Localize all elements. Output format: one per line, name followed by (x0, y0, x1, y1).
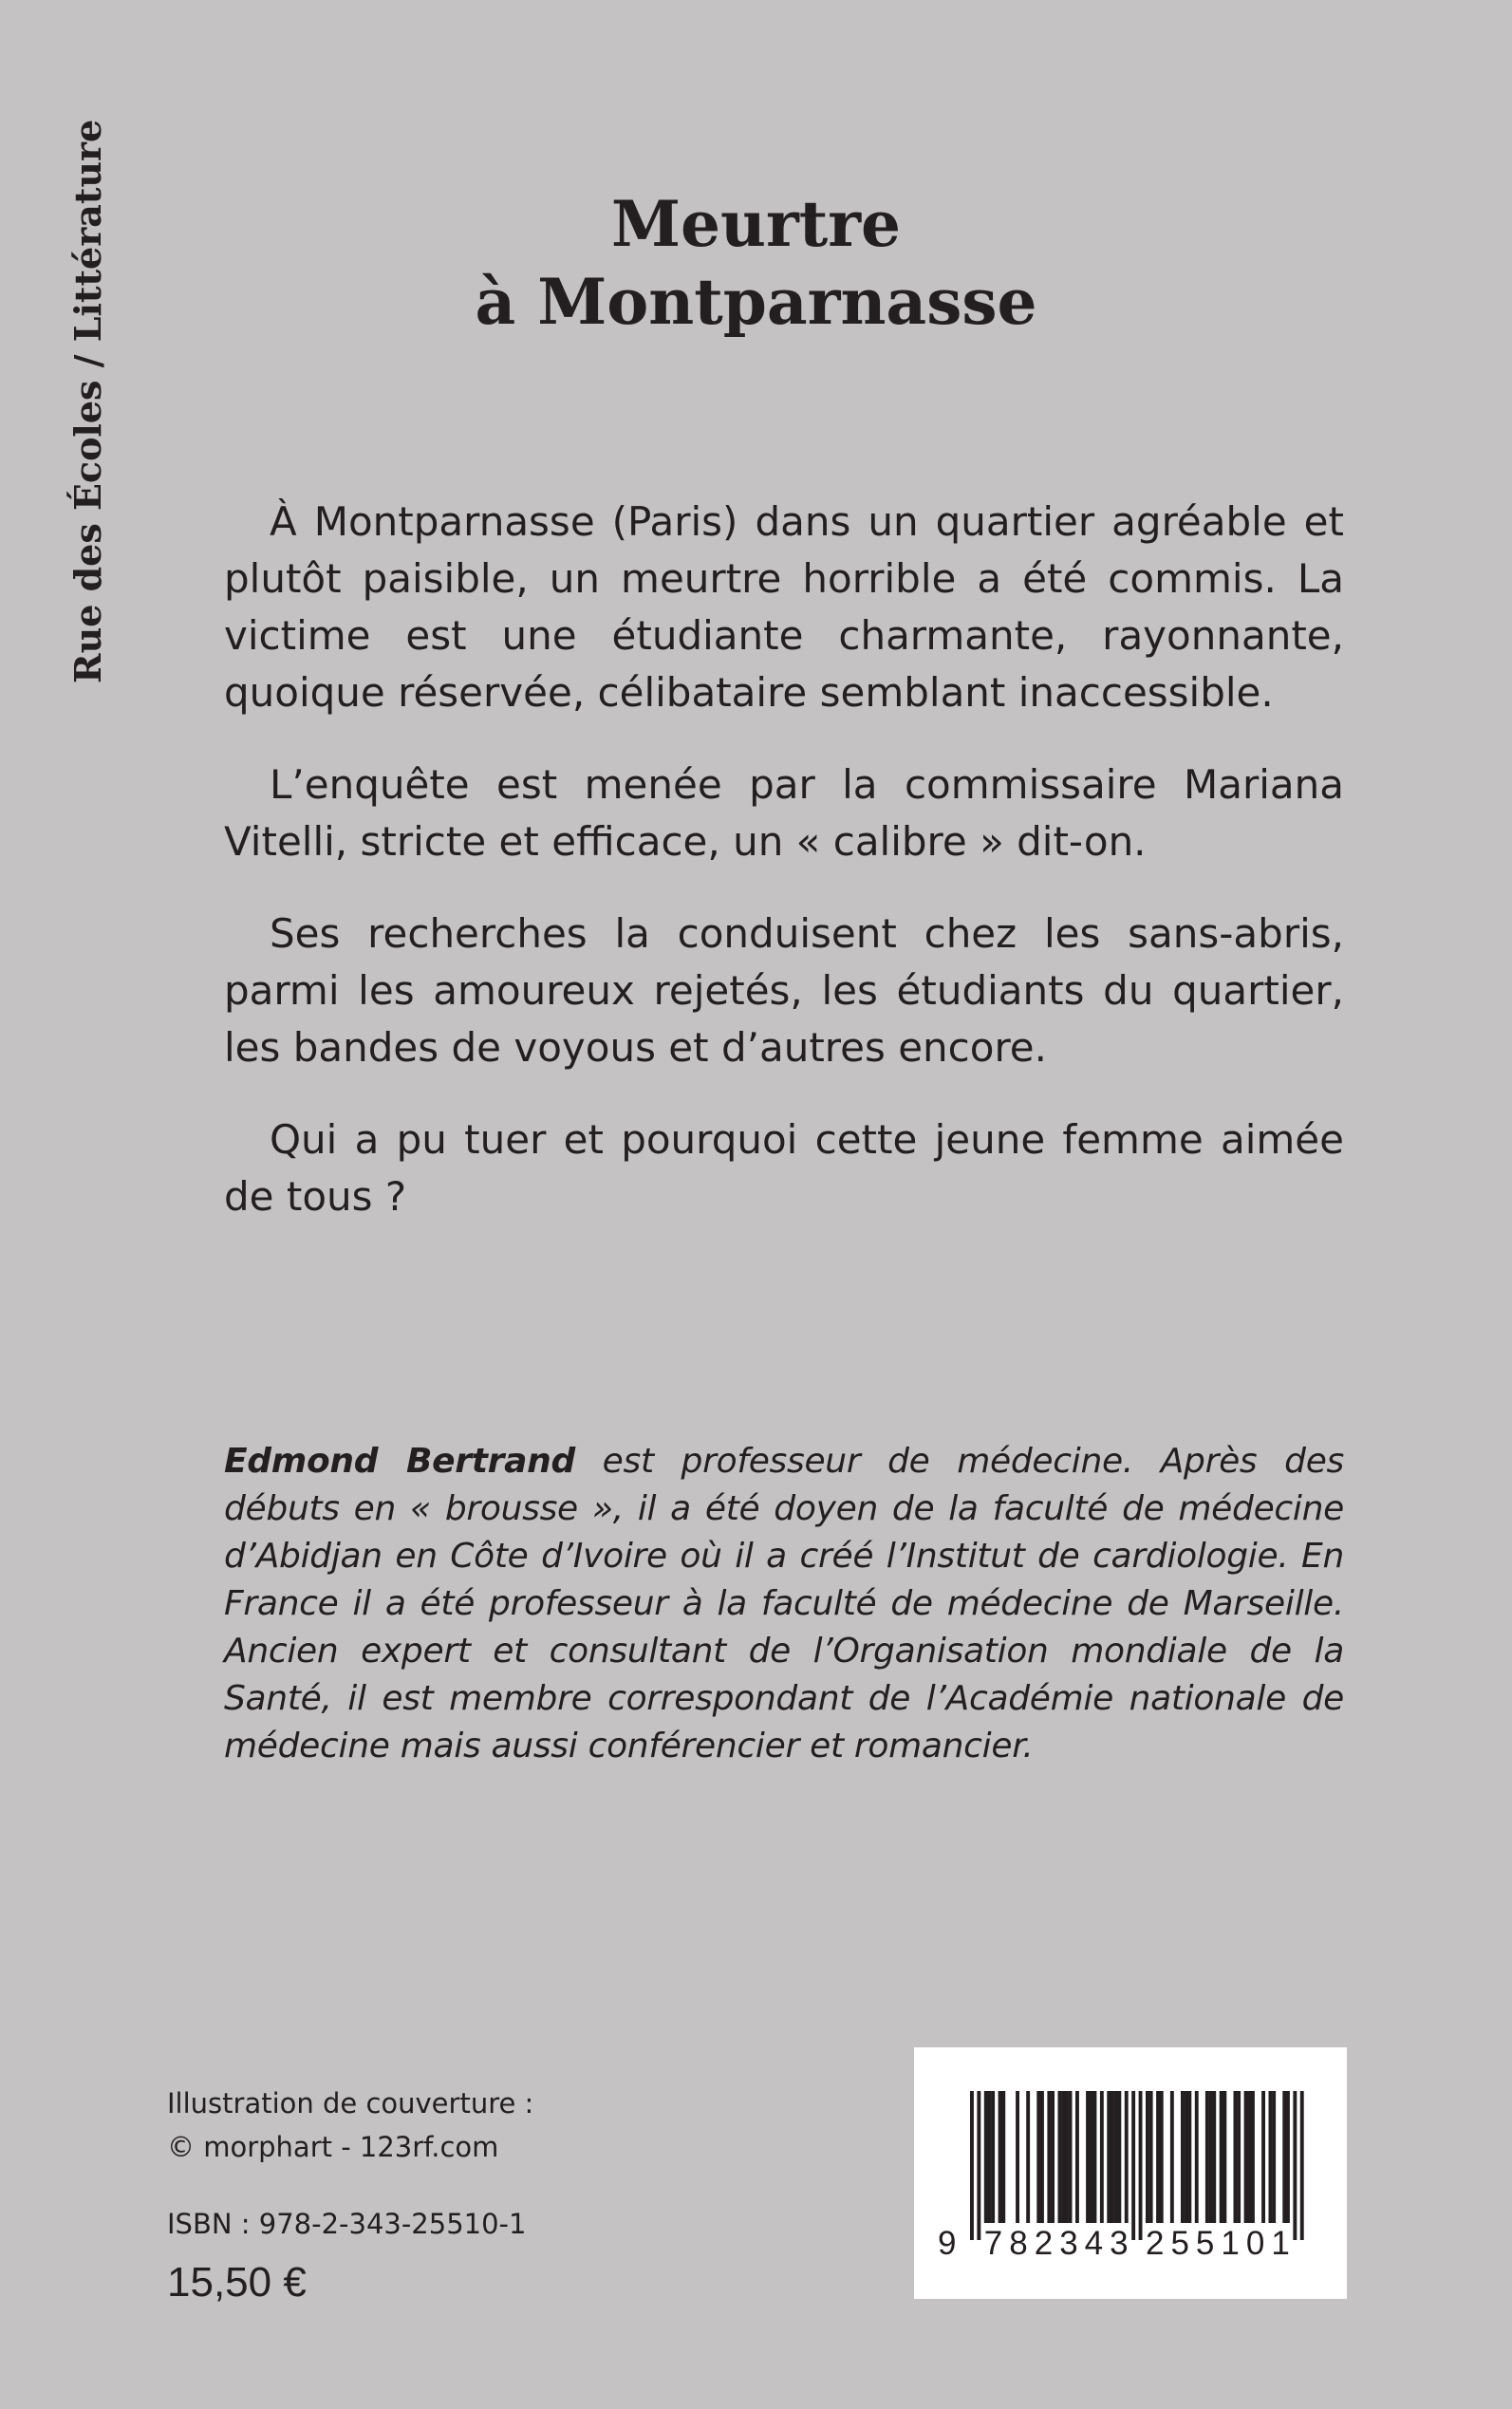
barcode-bar (1272, 2091, 1276, 2223)
barcode-bar (1300, 2091, 1304, 2240)
barcode-bar (1160, 2091, 1164, 2223)
isbn: ISBN : 978-2-343-25510-1 (167, 2208, 527, 2240)
barcode-bar (1244, 2091, 1248, 2223)
barcode-bar (1146, 2091, 1149, 2223)
barcode-bar (1185, 2091, 1188, 2223)
barcode-bar (1170, 2091, 1174, 2223)
barcode-bar (1047, 2091, 1051, 2223)
barcode-bar (1016, 2091, 1019, 2223)
collection-spine-label: Rue des Écoles / Littérature (66, 119, 109, 683)
barcode-bar (1234, 2091, 1238, 2223)
barcode-bar (1139, 2091, 1143, 2240)
barcode-bar (1069, 2091, 1073, 2223)
barcode-bar (1058, 2091, 1062, 2223)
barcode-bar (1205, 2091, 1209, 2223)
barcode-bar (1051, 2091, 1055, 2223)
barcode-bar (1114, 2091, 1118, 2223)
credits-value: © morphart - 123rf.com (167, 2131, 499, 2163)
author-bio (224, 1438, 1344, 1770)
book-title (0, 185, 1512, 341)
barcode-bar (1125, 2091, 1129, 2223)
barcode-bar (1026, 2091, 1030, 2223)
barcode-bar (1220, 2091, 1223, 2223)
barcode-bar (991, 2091, 995, 2223)
barcode-bar (1181, 2091, 1185, 2223)
barcode-bar (1100, 2091, 1104, 2223)
barcode-bar (1040, 2091, 1044, 2223)
barcode-bar (1149, 2091, 1153, 2223)
barcode-bar (1065, 2091, 1069, 2223)
barcode-graphic (914, 2047, 1347, 2299)
barcode-digits: 255101 (1146, 2225, 1297, 2262)
bio-text: est professeur de médecine. Après des débuts en « brousse », il a été doyen de la faculté de médecine d’Abidjan en Côte d’Ivoire où il a créé l’Institut de cardiologie. En France il a été professeur à la faculté de médecine de Marseille. Ancien expert et consultant de l’Organisation mondiale de la Santé, il est membre correspondant de l’Académie nationale de médecine mais aussi conférencier et romancier. (224, 1442, 1344, 1765)
barcode (914, 2047, 1347, 2299)
summary-paragraph: L’enquête est menée par la commissaire Mariana Vitelli, stricte et efficace, un « calibre » dit-on. (224, 761, 1344, 865)
barcode-bar (1269, 2091, 1273, 2223)
barcode-bar (1001, 2091, 1005, 2223)
barcode-bar (970, 2091, 974, 2240)
summary-paragraph: À Montparnasse (Paris) dans un quartier agréable et plutôt paisible, un meurtre horrible a été commis. La victime est une étudiante charmante, rayonnante, quoique réservée, célibataire semblant inaccessible. (224, 498, 1344, 716)
barcode-bar (1107, 2091, 1111, 2223)
barcode-bar (1086, 2091, 1090, 2223)
barcode-bar (988, 2091, 992, 2223)
barcode-bar (1156, 2091, 1160, 2223)
barcode-bar (1293, 2091, 1297, 2240)
barcode-digits: 782343 (983, 2225, 1135, 2262)
barcode-bar (999, 2091, 1002, 2223)
illustration-credits (167, 2082, 533, 2169)
barcode-bar (1212, 2091, 1216, 2223)
title-line-1: Meurtre (610, 187, 902, 261)
barcode-bar (1111, 2091, 1114, 2223)
barcode-bar (1036, 2091, 1040, 2223)
barcode-digits: 9 (938, 2225, 963, 2262)
credits-label: Illustration de couverture : (167, 2087, 534, 2120)
barcode-bar (1117, 2091, 1121, 2223)
barcode-bar (1187, 2091, 1191, 2223)
barcode-bar (1090, 2091, 1093, 2223)
barcode-bar (1209, 2091, 1213, 2223)
barcode-bar (1093, 2091, 1097, 2223)
barcode-bar (977, 2091, 980, 2240)
barcode-bar (1282, 2091, 1286, 2223)
summary (224, 494, 1344, 1261)
barcode-bar (1061, 2091, 1065, 2223)
barcode-bar (1223, 2091, 1226, 2223)
barcode-bar (1195, 2091, 1199, 2223)
barcode-bar (1247, 2091, 1251, 2223)
barcode-bar (1237, 2091, 1241, 2223)
barcode-bar (1261, 2091, 1265, 2223)
summary-paragraph: Qui a pu tuer et pourquoi cette jeune femme aimée de tous ? (224, 1116, 1344, 1220)
barcode-bar (984, 2091, 988, 2223)
barcode-bar (1286, 2091, 1290, 2223)
price: 15,50 € (167, 2259, 307, 2306)
title-line-2: à Montparnasse (475, 265, 1037, 339)
barcode-bar (1251, 2091, 1255, 2223)
barcode-bar (1075, 2091, 1079, 2223)
author-name: Edmond Bertrand (224, 1442, 575, 1481)
barcode-bar (1131, 2091, 1135, 2240)
summary-paragraph: Ses recherches la conduisent chez les sans-abris, parmi les amoureux rejetés, les étudiants du quartier, les bandes de voyous et d’autres encore. (224, 910, 1344, 1071)
